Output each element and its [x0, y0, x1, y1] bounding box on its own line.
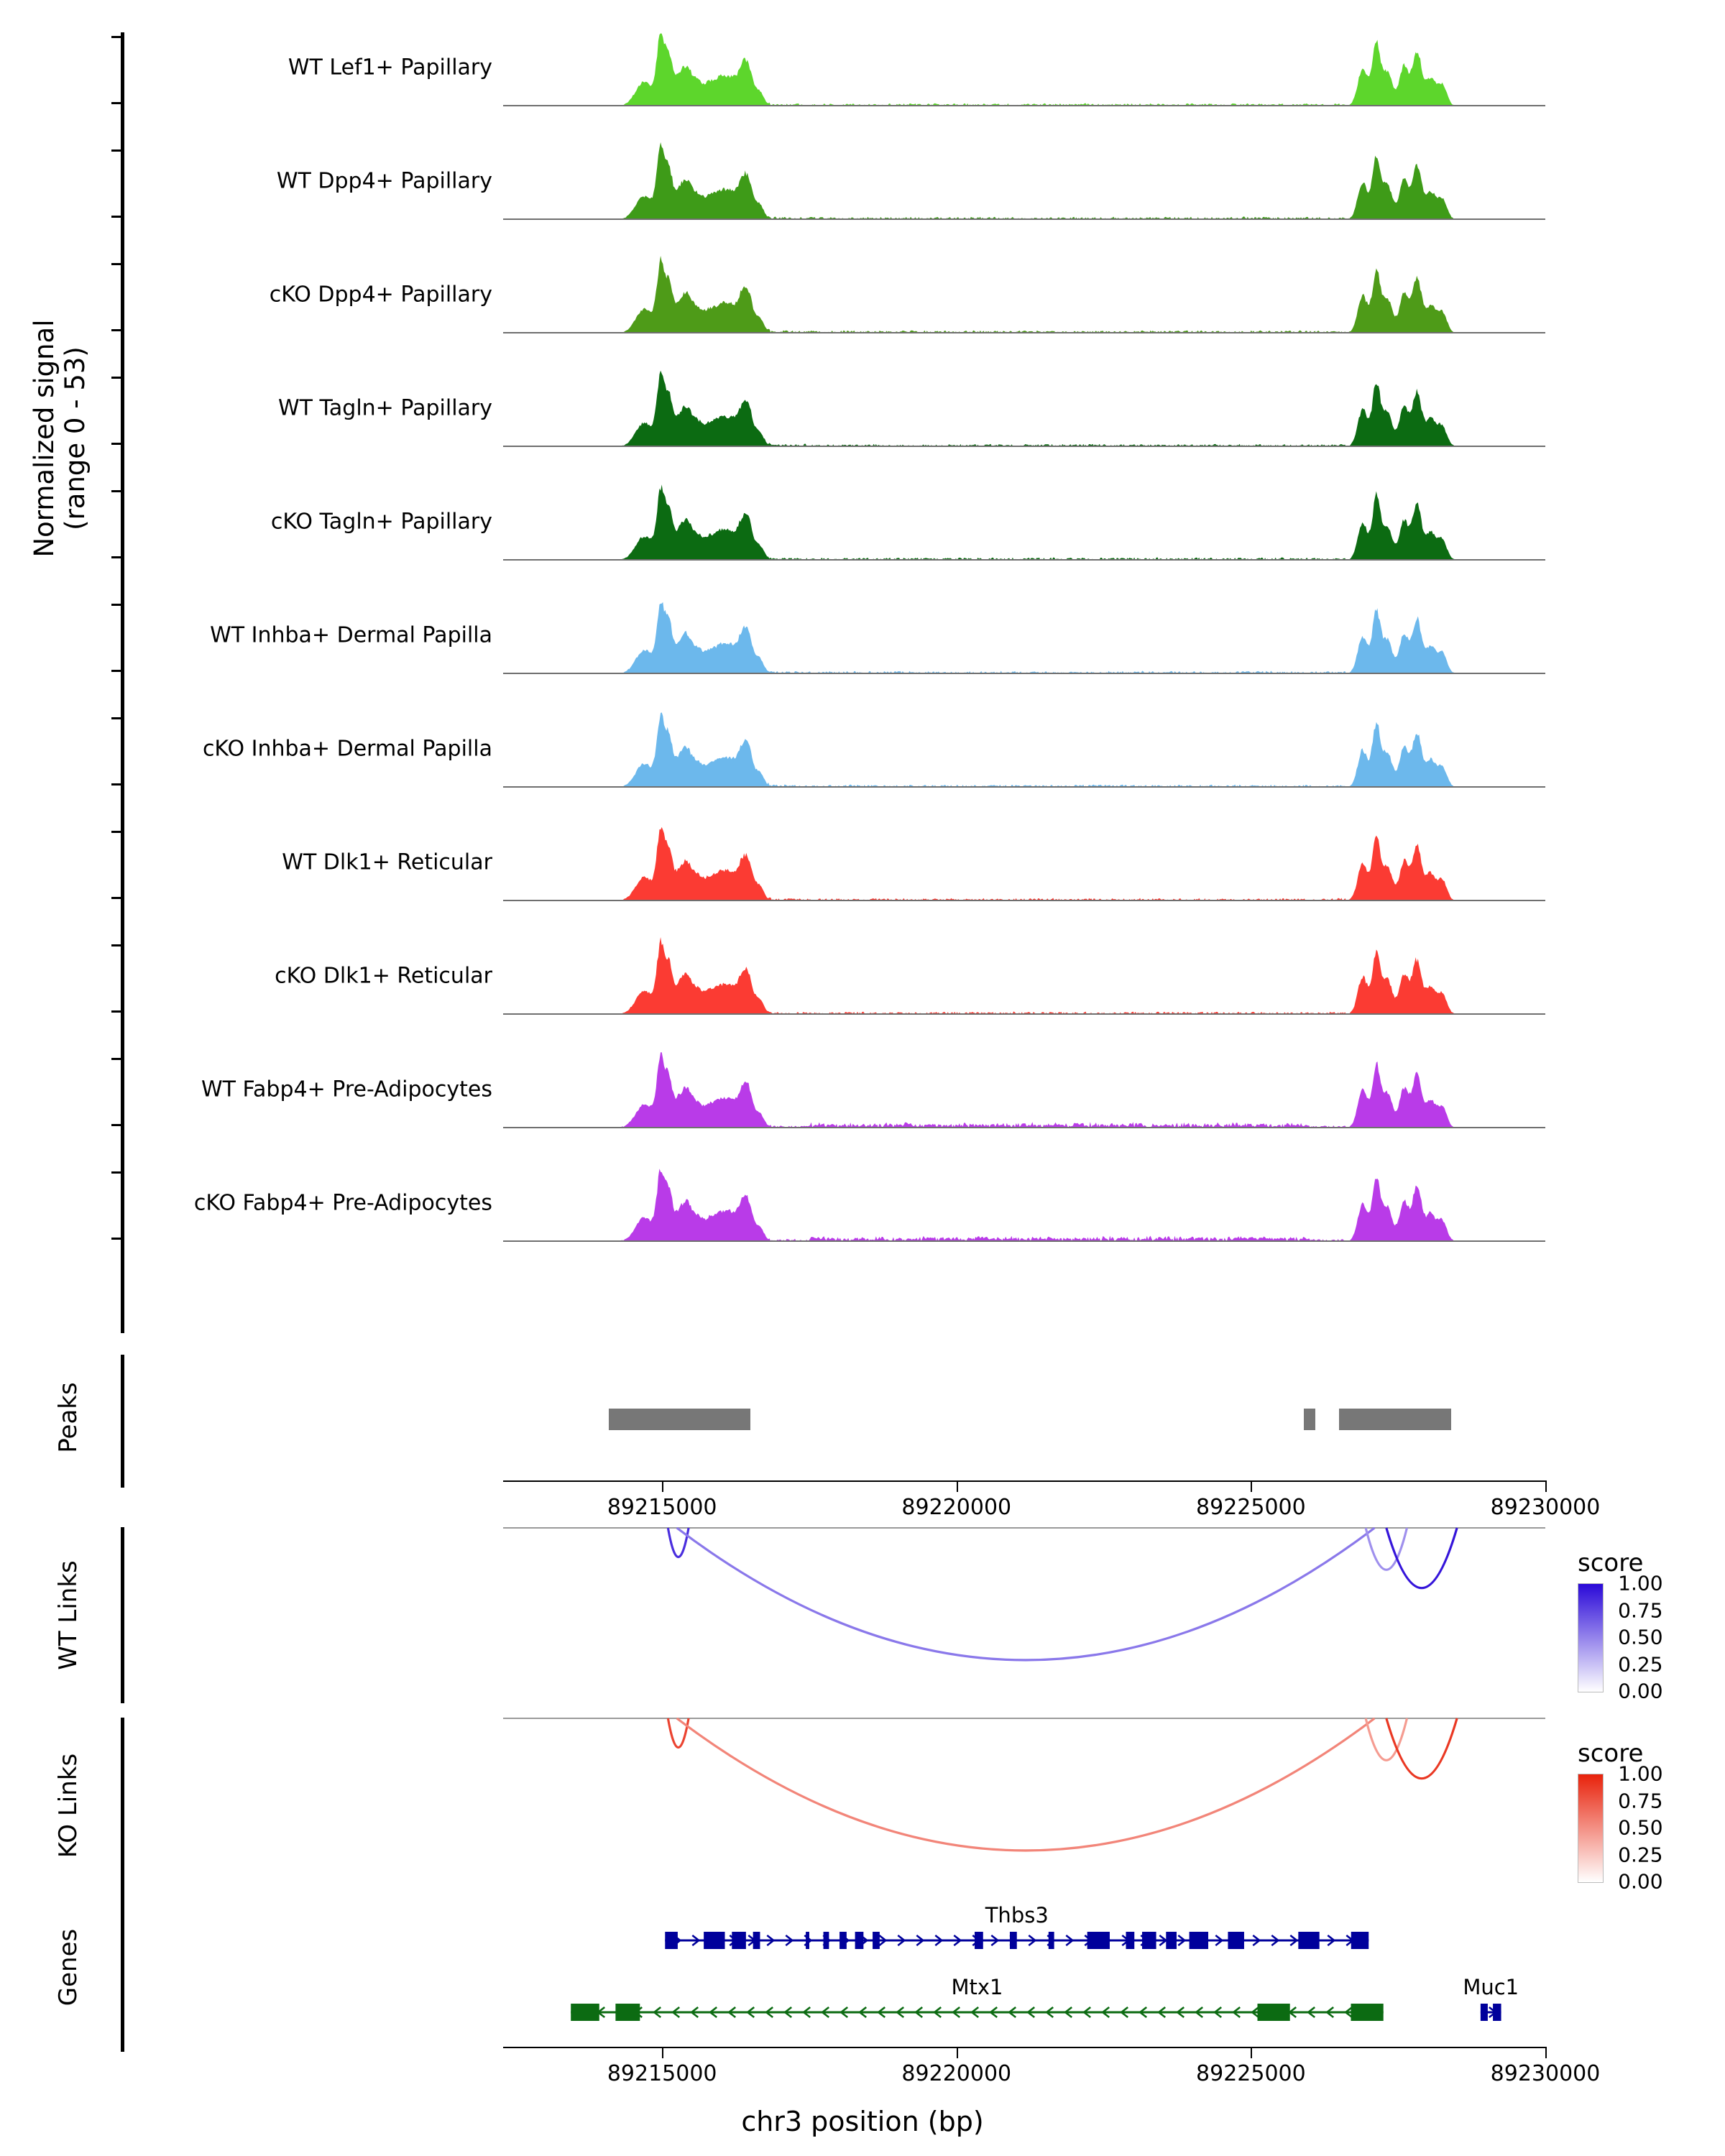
gene-exon: [840, 1932, 847, 1949]
coverage-track-label: cKO Tagln+ Papillary: [270, 509, 492, 535]
gene-exon: [1190, 1932, 1208, 1949]
link-arc: [677, 1718, 1375, 1851]
gene-model: [503, 1998, 1545, 2027]
coverage-axis-tick: [111, 377, 124, 379]
coverage-signal: [503, 1164, 1545, 1242]
x-tick: [1545, 1480, 1547, 1492]
coverage-baseline: [503, 559, 1545, 561]
coverage-axis-tick: [111, 1171, 124, 1174]
coverage-track: [202, 710, 1545, 788]
y-axis-label: Normalized signal (range 0 - 53): [29, 319, 91, 558]
legend-tick-label: 1.00: [1618, 1761, 1663, 1786]
coverage-signal: [503, 596, 1545, 674]
position-axis-top-ticks: [503, 1480, 1601, 1524]
gene-model: [503, 1926, 1545, 1955]
peaks-label: Peaks: [54, 1382, 83, 1453]
coverage-track: [282, 824, 1545, 901]
x-tick-label: 89215000: [607, 2061, 717, 2086]
coverage-track-label: WT Tagln+ Papillary: [278, 395, 492, 421]
coverage-baseline: [503, 218, 1545, 220]
coverage-baseline: [503, 1127, 1545, 1128]
coverage-axis-tick: [111, 149, 124, 152]
legend-tick-label: 0.75: [1618, 1789, 1663, 1812]
coverage-track: [210, 596, 1545, 674]
coverage-axis-tick: [111, 944, 124, 946]
coverage-axis-tick: [111, 36, 124, 38]
coverage-axis-tick: [111, 216, 124, 218]
coverage-signal: [503, 483, 1545, 561]
coverage-signal: [503, 142, 1545, 220]
coverage-track-label: WT Inhba+ Dermal Papilla: [210, 622, 492, 648]
coverage-baseline: [503, 105, 1545, 106]
legend-tick-label: 0.25: [1618, 1652, 1663, 1676]
coverage-axis-tick: [111, 1238, 124, 1240]
legend-tick-label: 0.50: [1618, 1625, 1663, 1649]
gene-exon: [753, 1932, 760, 1949]
coverage-baseline: [503, 1013, 1545, 1015]
link-arc-group: [503, 1527, 1545, 1707]
coverage-track-label: cKO Fabp4+ Pre-Adipocytes: [193, 1190, 492, 1216]
gene-exon: [1493, 2004, 1501, 2021]
coverage-baseline: [503, 673, 1545, 674]
link-arc: [668, 1528, 689, 1557]
gene-exon: [855, 1932, 864, 1949]
gene-exon: [1481, 2004, 1488, 2021]
genes-label: Genes: [54, 1928, 83, 2007]
coverage-axis-tick: [111, 329, 124, 331]
coverage-axis-tick: [111, 1058, 124, 1060]
peaks-axis-spine: [121, 1355, 124, 1488]
coverage-track: [269, 256, 1545, 333]
gene-label: Mtx1: [951, 1975, 1003, 1999]
coverage-signal: [503, 937, 1545, 1015]
x-tick: [957, 2047, 958, 2058]
peak-bar: [1304, 1409, 1315, 1430]
ko-links-arcs: [503, 1718, 1545, 1897]
peak-bar-group: [503, 1348, 1545, 1488]
peaks-panel: [0, 1348, 1725, 1520]
coverage-signal: [503, 29, 1545, 106]
x-tick-label: 89225000: [1196, 2061, 1306, 2086]
ko-links-spine: [121, 1718, 124, 1894]
coverage-axis-tick: [111, 443, 124, 445]
coverage-baseline: [503, 446, 1545, 447]
ko-score-legend-title: score: [1578, 1739, 1644, 1768]
link-arc: [1386, 1718, 1457, 1779]
gene-exon: [1228, 1932, 1244, 1949]
legend-tick-label: 0.00: [1618, 1869, 1663, 1894]
x-tick-label: 89225000: [1196, 1495, 1306, 1520]
x-tick-label: 89220000: [901, 2061, 1012, 2086]
x-tick-label: 89215000: [607, 1495, 717, 1520]
coverage-track: [288, 29, 1545, 106]
wt-score-legend-title: score: [1578, 1549, 1644, 1577]
legend-tick-label: 0.25: [1618, 1843, 1663, 1866]
gene-models: [503, 1883, 1545, 2055]
ko-score-legend: [1578, 1739, 1663, 1894]
gene-label: Muc1: [1463, 1975, 1519, 1999]
coverage-axis-tick: [111, 670, 124, 672]
gene-exon: [665, 1932, 678, 1949]
wt-links-arcs: [503, 1527, 1545, 1707]
gene-exon: [1142, 1932, 1156, 1949]
coverage-baseline: [503, 786, 1545, 788]
coverage-track: [270, 483, 1545, 561]
gene-exon: [1087, 1932, 1110, 1949]
x-tick: [662, 1480, 663, 1492]
genes-panel: [0, 1883, 1725, 2120]
legend-tick-label: 0.00: [1618, 1679, 1663, 1703]
coverage-baseline: [503, 332, 1545, 333]
x-tick: [1251, 2047, 1252, 2058]
coverage-track-label: WT Dlk1+ Reticular: [282, 849, 492, 875]
coverage-axis-tick: [111, 897, 124, 899]
gene-exon: [704, 1932, 724, 1949]
x-tick-label: 89220000: [901, 1495, 1012, 1520]
ko-links-label: KO Links: [54, 1753, 83, 1858]
coverage-signal: [503, 824, 1545, 901]
gene-exon: [1298, 1932, 1319, 1949]
wt-score-legend-gradient: [1578, 1583, 1604, 1692]
coverage-track-label: WT Fabp4+ Pre-Adipocytes: [201, 1077, 492, 1102]
coverage-axis-tick: [111, 556, 124, 558]
coverage-axis-tick: [111, 831, 124, 833]
coverage-baseline: [503, 900, 1545, 901]
coverage-signal: [503, 1051, 1545, 1128]
link-arc-group: [503, 1718, 1545, 1897]
coverage-axis-tick: [111, 102, 124, 104]
coverage-axis-spine: [121, 32, 124, 1333]
coverage-track-label: cKO Dpp4+ Papillary: [269, 282, 492, 308]
link-arc: [1366, 1718, 1407, 1760]
x-tick: [662, 2047, 663, 2058]
gene-exon: [1126, 1932, 1134, 1949]
link-arc: [1386, 1528, 1457, 1588]
coverage-track: [276, 142, 1545, 220]
coverage-axis-tick: [111, 783, 124, 786]
wt-links-spine: [121, 1527, 124, 1703]
coverage-axis-tick: [111, 1124, 124, 1126]
gene-exon: [806, 1932, 809, 1949]
link-arc: [668, 1718, 689, 1748]
legend-tick-label: 1.00: [1618, 1571, 1663, 1595]
coverage-axis-tick: [111, 263, 124, 265]
coverage-track-label: WT Dpp4+ Papillary: [276, 168, 492, 194]
gene-exon: [1049, 1932, 1054, 1949]
coverage-axis-tick: [111, 1010, 124, 1013]
legend-tick-label: 0.50: [1618, 1815, 1663, 1840]
genes-spine: [121, 1883, 124, 2052]
x-tick: [1545, 2047, 1547, 2058]
coverage-signal: [503, 256, 1545, 333]
ko-links-panel: [0, 1718, 1725, 1897]
link-arc: [1366, 1528, 1407, 1570]
x-tick-label: 89230000: [1490, 1495, 1601, 1520]
coverage-track: [201, 1051, 1545, 1128]
gene-exon: [975, 1932, 983, 1949]
gene-exon: [1010, 1932, 1017, 1949]
legend-tick-label: 0.75: [1618, 1598, 1663, 1622]
link-arc: [677, 1528, 1375, 1660]
coverage-track-label: cKO Inhba+ Dermal Papilla: [202, 736, 492, 762]
gene-exon: [824, 1932, 829, 1949]
coverage-signal: [503, 710, 1545, 788]
wt-score-legend: [1578, 1549, 1663, 1703]
gene-exon: [732, 1932, 746, 1949]
x-tick: [957, 1480, 958, 1492]
coverage-signal: [503, 369, 1545, 447]
peak-bar: [1339, 1409, 1451, 1430]
x-axis-label: chr3 position (bp): [741, 2106, 984, 2137]
gene-exon: [1166, 1932, 1177, 1949]
coverage-track: [275, 937, 1545, 1015]
position-axis-bottom-ticks: [503, 2047, 1601, 2090]
coverage-axis-tick: [111, 717, 124, 719]
x-tick-label: 89230000: [1490, 2061, 1601, 2086]
gene-exon: [873, 1932, 880, 1949]
coverage-track-label: cKO Dlk1+ Reticular: [275, 963, 492, 989]
ko-score-legend-gradient: [1578, 1774, 1604, 1883]
coverage-axis-tick: [111, 604, 124, 606]
wt-links-panel: [0, 1527, 1725, 1707]
coverage-track: [193, 1164, 1545, 1242]
peak-bar: [609, 1409, 750, 1430]
coverage-track: [278, 369, 1545, 447]
wt-links-label: WT Links: [54, 1560, 83, 1670]
coverage-track-label: WT Lef1+ Papillary: [288, 55, 492, 80]
gene-label: Thbs3: [985, 1903, 1049, 1927]
coverage-axis-tick: [111, 490, 124, 492]
gene-exon: [1351, 1932, 1368, 1949]
coverage-baseline: [503, 1240, 1545, 1242]
x-tick: [1251, 1480, 1252, 1492]
